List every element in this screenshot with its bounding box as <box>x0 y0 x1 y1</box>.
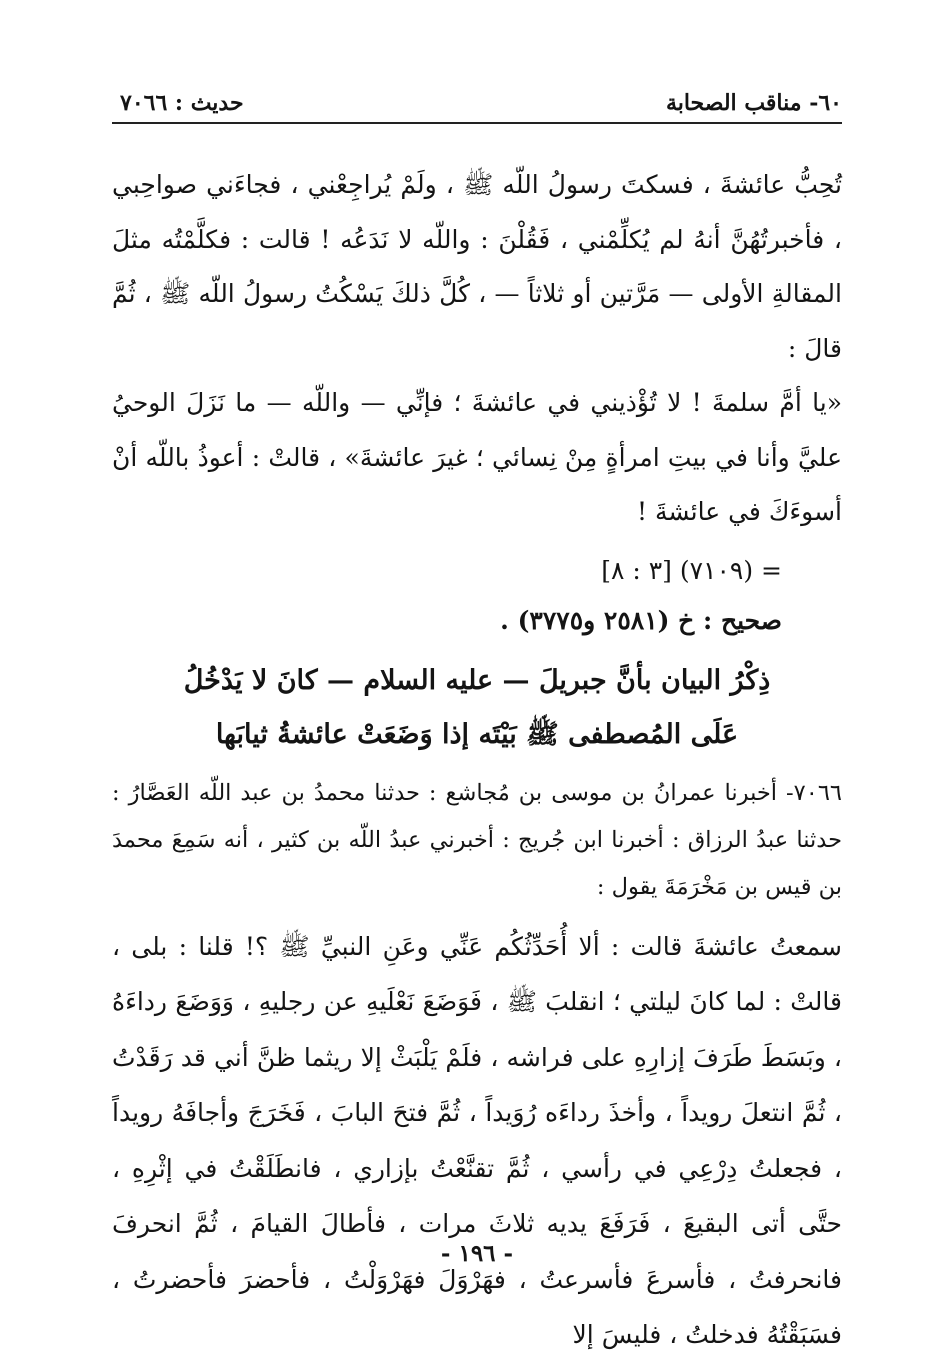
page-number: - ١٩٦ - <box>440 1240 514 1267</box>
paragraph-continuation: تُحِبُّ عائشةَ ، فسكتَ رسولُ اللّه ﷺ ، ولَمْ يُراجِعْني ، فجاءَني صواحِبي ، فأخبرتُهُنَّ أنهُ لم يُكلِّمْني ، فَقُلْنَ : واللّه لا نَدَعُه ! قالت : فكلَّمْتُه مثلَ المقالةِ الأولى — مَرَّتين أو ثلاثاً — ، كُلَّ ذلكَ يَسْكُتُ رسولُ اللّه ﷺ ، ثُمَّ قالَ : <box>112 170 842 363</box>
paragraph-quote: «يا أمَّ سلمةَ ! لا تُؤْذيني في عائشةَ ؛ فإنِّي — واللّه — ما نَزَلَ الوحيُ عليَّ وأنا في بيتِ امرأةٍ مِنْ نِسائي ؛ غيرَ عائشةَ» ، قالتْ : أعوذُ باللّه أنْ أسوءَكَ في عائشةَ ! <box>112 388 842 526</box>
running-header <box>112 78 842 124</box>
chapter-heading-line-2: عَلَى المُصطفى ﷺ بَيْتَه إذا وَضَعَتْ عائشةُ ثيابَها <box>215 718 739 750</box>
cross-reference <box>112 546 842 596</box>
hadith-matn: سمعتُ عائشةَ قالت : ألا أُحَدِّثُكُم عَنِّي وعَنِ النبيِّ ﷺ ؟! قلنا : بلى ، قالتْ : لما كانَ ليلتي ؛ انقلبَ ﷺ ، فَوَضَعَ نَعْلَيهِ عن رجليهِ ، وَوَضَعَ رداءَهُ ، وبَسَطَ طَرَفَ إزارِهِ على فراشه ، فلَمْ يَلْبَثْ إلا ريثما ظنَّ أني قد رَقَدْتُ ، ثُمَّ انتعلَ رويداً ، وأخذَ رداءَه رُوَيداً ، ثُمَّ فتحَ البابَ ، فَخَرَجَ وأجافَهُ رويداً ، فجعلتُ دِرْعِي في رأسي ، ثُمَّ تقنَّعْتُ بإزاري ، فانطَلَقْتُ في إثْرِهِ ، حتَّى أتى البقيعَ ، فَرَفَعَ يديه ثلاثَ مرات ، فأطالَ القيامَ ، ثُمَّ انحرفَ فانحرفتُ ، فأسرعَ فأسرعتُ ، فهَرْوَلَ فهَرْوَلْتُ ، فأحضرَ فأحضرتُ ، فسَبَقْتُهُ فدخلتُ ، فليسَ إلا <box>112 931 843 1349</box>
cross-reference-text: = (٧١٠٩) [٣ : ٨] <box>601 555 782 585</box>
hadith-isnad: ٧٠٦٦- أخبرنا عمرانُ بن موسى بن مُجاشع : حدثنا محمدُ بن عبد اللّه العَصَّارُ : حدثنا عبدُ الرزاق : أخبرنا ابن جُريج : أخبرني عبدُ اللّه بن كثير ، أنه سَمِعَ محمدَ بن قيس بن مَخْرَمَةَ يقول : <box>112 779 842 900</box>
chapter-heading-line-1: ذِكْرُ البيان بأنَّ جبريلَ — عليه السلام — كانَ لا يَدْخُلُ <box>183 664 771 696</box>
book-section-title: ٦٠- مناقب الصحابة <box>665 90 842 116</box>
hadith-number-ref: حديث : ٧٠٦٦ <box>120 90 244 116</box>
book-page <box>112 78 843 1349</box>
chapter-heading <box>112 654 842 762</box>
text-body <box>112 158 842 1363</box>
hadith-grade: صحيح : خ (٢٥٨١ و٣٧٧٥) . <box>500 605 782 635</box>
